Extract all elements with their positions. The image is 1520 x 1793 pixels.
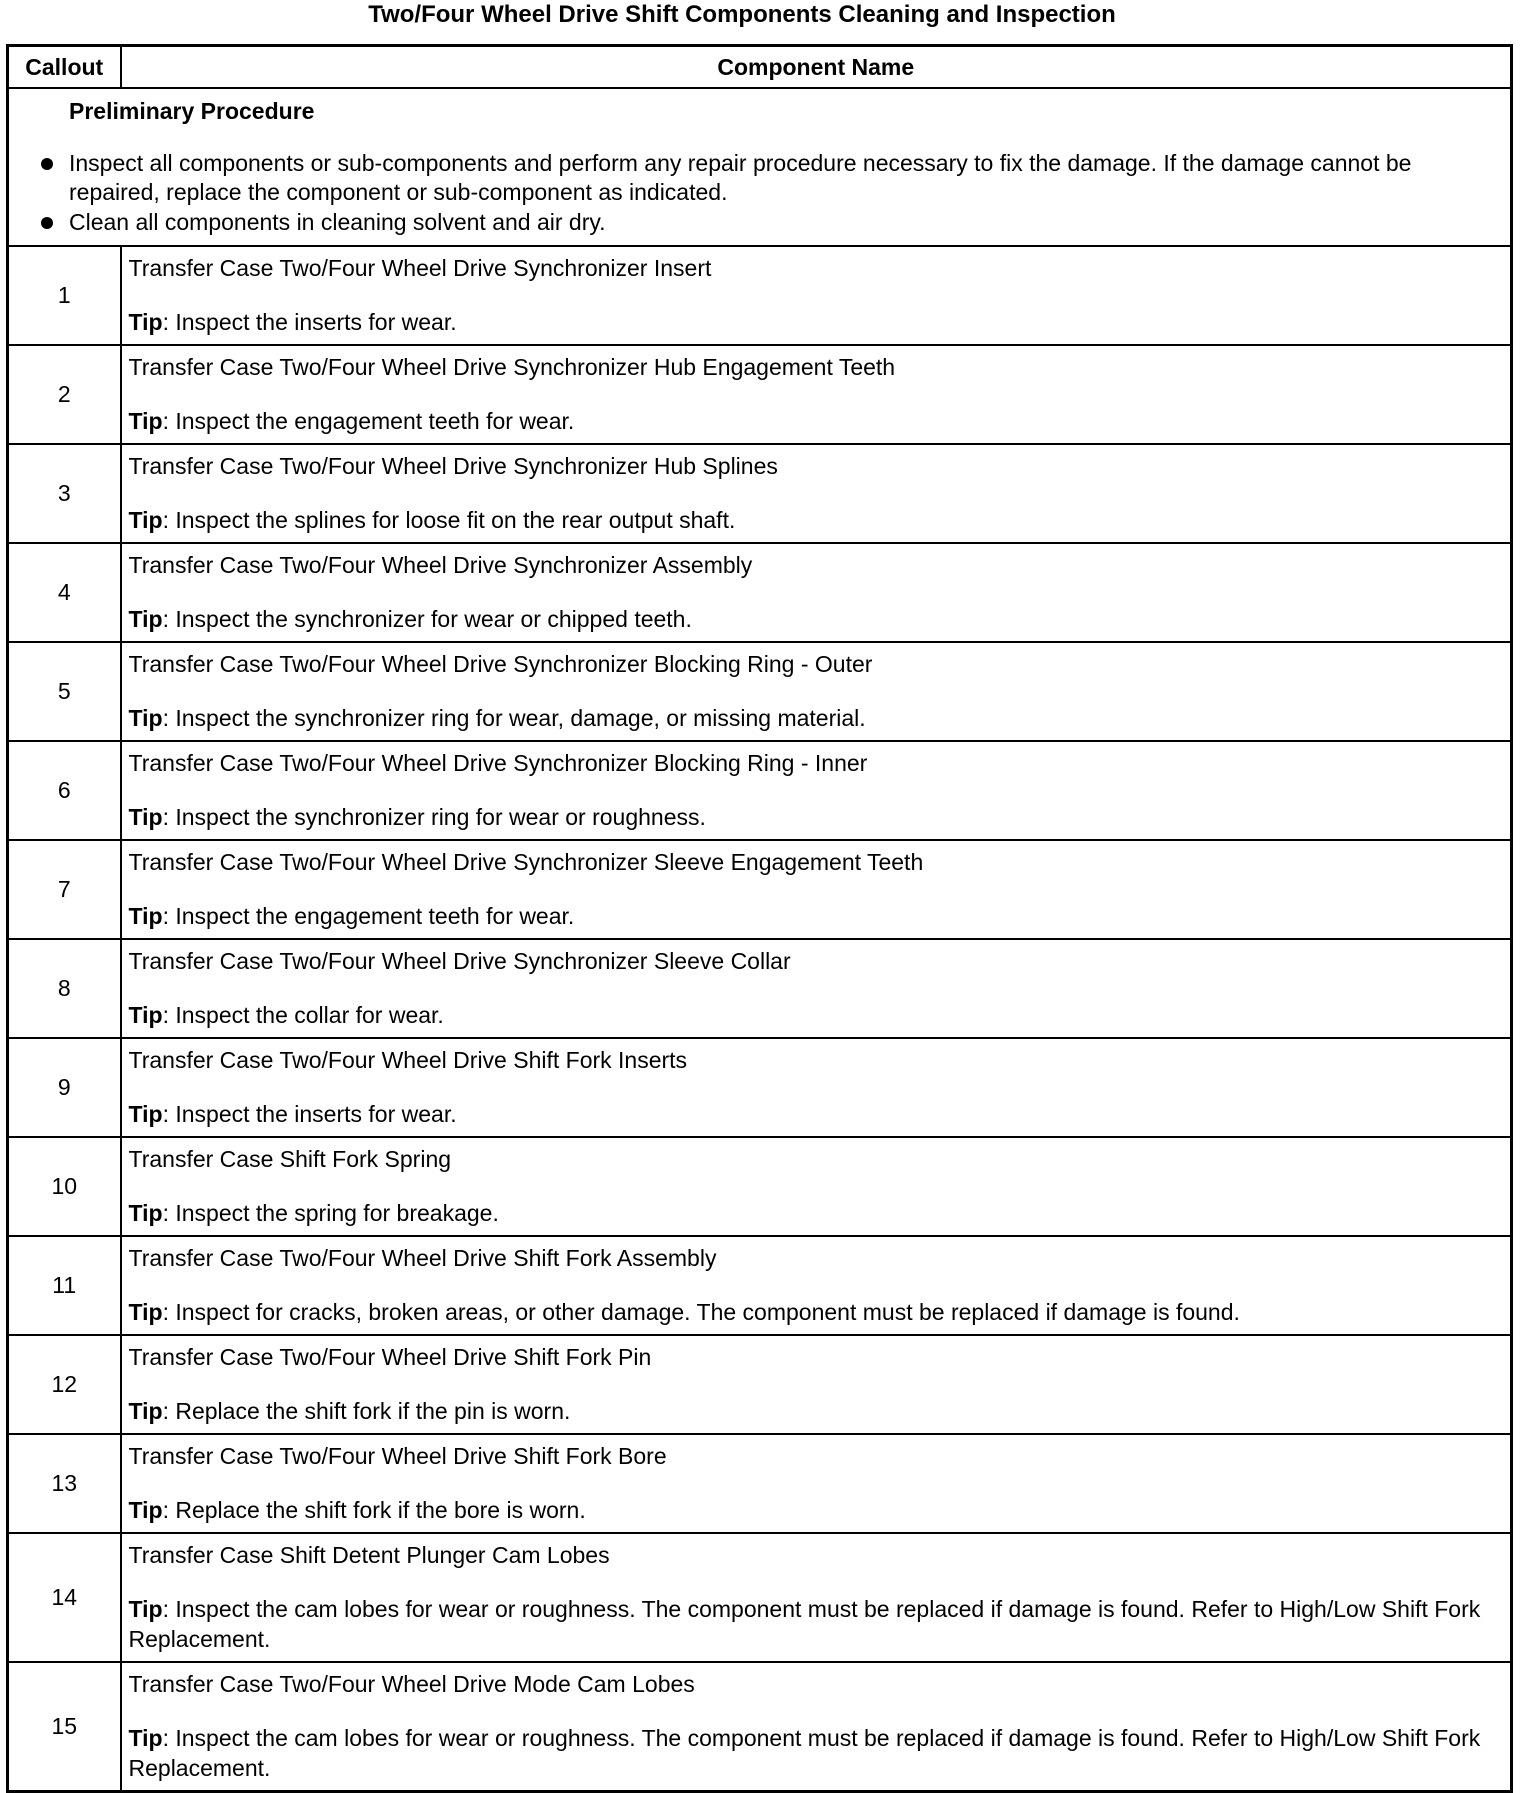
tip-text: : Inspect the engagement teeth for wear. (162, 903, 575, 929)
component-tip (129, 901, 1505, 931)
component-description-cell (121, 1038, 1512, 1137)
table-row (8, 444, 1512, 543)
tip-label: Tip (128, 408, 163, 434)
spacer (129, 1273, 1505, 1297)
tip-text: : Inspect the splines for loose fit on the rear output shaft. (162, 507, 736, 533)
callout-number: 3 (8, 444, 121, 543)
tip-text: : Inspect the engagement teeth for wear. (162, 408, 575, 434)
table-row (8, 939, 1512, 1038)
component-tip (129, 307, 1505, 337)
component-name: Transfer Case Two/Four Wheel Drive Mode Cam Lobes (128, 1671, 695, 1697)
tip-text: : Replace the shift fork if the bore is worn. (162, 1497, 586, 1523)
component-description-cell (121, 345, 1512, 444)
spacer (129, 1372, 1505, 1396)
tip-label: Tip (128, 507, 163, 533)
tip-text: : Inspect the spring for breakage. (162, 1200, 499, 1226)
tip-text: : Inspect the synchronizer ring for wear, damage, or missing material. (162, 705, 866, 731)
table-row (8, 1662, 1512, 1792)
component-description-cell (121, 1662, 1512, 1792)
spacer (129, 976, 1505, 1000)
callout-number: 9 (8, 1038, 121, 1137)
tip-text: : Inspect the inserts for wear. (162, 1101, 457, 1127)
tip-label: Tip (128, 1002, 163, 1028)
spacer (129, 679, 1505, 703)
component-name: Transfer Case Two/Four Wheel Drive Synchronizer Assembly (128, 552, 753, 578)
callout-number: 1 (8, 246, 121, 345)
spacer (129, 1570, 1505, 1594)
preliminary-bullet-text: Inspect all components or sub-components and perform any repair procedure necessary to fix the damage. If the damage cannot be repaired, replace the component or sub-component as indicated. (69, 150, 1412, 205)
preliminary-bullet (29, 208, 1500, 237)
tip-text: : Replace the shift fork if the pin is worn. (162, 1398, 571, 1424)
component-tip (129, 1198, 1505, 1228)
tip-label: Tip (128, 1725, 163, 1751)
spacer (129, 877, 1505, 901)
component-description-cell (121, 939, 1512, 1038)
component-name: Transfer Case Two/Four Wheel Drive Shift Fork Pin (128, 1344, 652, 1370)
callout-number: 11 (8, 1236, 121, 1335)
tip-label: Tip (128, 804, 163, 830)
component-name: Transfer Case Two/Four Wheel Drive Synchronizer Hub Engagement Teeth (128, 354, 896, 380)
tip-label: Tip (128, 606, 163, 632)
tip-label: Tip (128, 1101, 163, 1127)
callout-number: 7 (8, 840, 121, 939)
table-row (8, 1236, 1512, 1335)
component-tip (129, 1297, 1505, 1327)
tip-label: Tip (128, 705, 163, 731)
spacer (129, 1075, 1505, 1099)
spacer (129, 1471, 1505, 1495)
callout-number: 15 (8, 1662, 121, 1792)
tip-text: : Inspect the synchronizer for wear or chipped teeth. (162, 606, 692, 632)
table-row (8, 1038, 1512, 1137)
component-description-cell (121, 543, 1512, 642)
bullet-dot-icon (41, 217, 53, 229)
callout-number: 2 (8, 345, 121, 444)
callout-column-header: Callout (8, 46, 121, 89)
table-row (8, 1335, 1512, 1434)
table-row (8, 246, 1512, 345)
document-title-text: Two/Four Wheel Drive Shift Components Cleaning and Inspection (368, 1, 1116, 28)
preliminary-procedure-cell (8, 88, 1512, 246)
preliminary-bullet-text: Clean all components in cleaning solvent and air dry. (69, 209, 606, 235)
callout-number: 12 (8, 1335, 121, 1434)
table-row (8, 1533, 1512, 1662)
component-description-cell (121, 840, 1512, 939)
spacer (129, 283, 1505, 307)
component-tip (129, 1396, 1505, 1426)
component-tip (129, 406, 1505, 436)
component-name: Transfer Case Two/Four Wheel Drive Synchronizer Sleeve Engagement Teeth (128, 849, 924, 875)
spacer (129, 1699, 1505, 1723)
callout-number: 10 (8, 1137, 121, 1236)
component-name: Transfer Case Two/Four Wheel Drive Shift Fork Assembly (128, 1245, 717, 1271)
tip-label: Tip (128, 1299, 163, 1325)
component-name: Transfer Case Two/Four Wheel Drive Synchronizer Sleeve Collar (128, 948, 791, 974)
component-tip (129, 802, 1505, 832)
tip-label: Tip (128, 1497, 163, 1523)
component-description-cell (121, 1137, 1512, 1236)
tip-label: Tip (128, 1398, 163, 1424)
component-description-cell (121, 246, 1512, 345)
tip-label: Tip (128, 1200, 163, 1226)
table-row (8, 741, 1512, 840)
component-rows (8, 246, 1512, 1792)
callout-number: 5 (8, 642, 121, 741)
tip-label: Tip (128, 903, 163, 929)
component-description-cell (121, 1533, 1512, 1662)
preliminary-procedure-title: Preliminary Procedure (69, 98, 315, 124)
component-tip (129, 1723, 1505, 1783)
tip-label: Tip (128, 1596, 163, 1622)
callout-number: 4 (8, 543, 121, 642)
table-row (8, 345, 1512, 444)
components-table (6, 44, 1513, 1793)
spacer (129, 1174, 1505, 1198)
preliminary-bullet (29, 149, 1500, 207)
component-name: Transfer Case Two/Four Wheel Drive Synchronizer Blocking Ring - Inner (128, 750, 868, 776)
callout-number: 8 (8, 939, 121, 1038)
callout-number: 6 (8, 741, 121, 840)
callout-number: 13 (8, 1434, 121, 1533)
component-name: Transfer Case Two/Four Wheel Drive Synchronizer Insert (128, 255, 712, 281)
callout-number: 14 (8, 1533, 121, 1662)
component-description-cell (121, 444, 1512, 543)
component-name: Transfer Case Shift Fork Spring (128, 1146, 452, 1172)
component-description-cell (121, 1434, 1512, 1533)
component-description-cell (121, 642, 1512, 741)
component-description-cell (121, 1335, 1512, 1434)
table-row (8, 1434, 1512, 1533)
bullet-dot-icon (41, 158, 53, 170)
spacer (129, 580, 1505, 604)
component-name: Transfer Case Two/Four Wheel Drive Synchronizer Hub Splines (128, 453, 778, 479)
preliminary-procedure-row (8, 88, 1512, 246)
table-row (8, 1137, 1512, 1236)
document-title (0, 0, 1520, 32)
component-tip (129, 604, 1505, 634)
component-name: Transfer Case Two/Four Wheel Drive Shift Fork Inserts (128, 1047, 688, 1073)
component-name-column-header: Component Name (121, 46, 1512, 89)
tip-text: : Inspect for cracks, broken areas, or other damage. The component must be replaced if damage is found. (162, 1299, 1240, 1325)
table-row (8, 642, 1512, 741)
component-description-cell (121, 741, 1512, 840)
table-header-row (8, 46, 1512, 89)
component-tip (129, 1000, 1505, 1030)
spacer (129, 481, 1505, 505)
component-name: Transfer Case Shift Detent Plunger Cam Lobes (128, 1542, 610, 1568)
spacer (129, 778, 1505, 802)
tip-text: : Inspect the inserts for wear. (162, 309, 457, 335)
tip-text: : Inspect the cam lobes for wear or roughness. The component must be replaced if damage is found. Refer to High/Low Shift Fork Replacement. (128, 1725, 1481, 1781)
component-description-cell (121, 1236, 1512, 1335)
component-tip (129, 505, 1505, 535)
component-name: Transfer Case Two/Four Wheel Drive Shift Fork Bore (128, 1443, 667, 1469)
component-tip (129, 1495, 1505, 1525)
spacer (129, 382, 1505, 406)
preliminary-bullet-list (29, 149, 1500, 237)
table-row (8, 840, 1512, 939)
tip-text: : Inspect the collar for wear. (162, 1002, 444, 1028)
component-tip (129, 703, 1505, 733)
component-tip (129, 1594, 1505, 1654)
component-name: Transfer Case Two/Four Wheel Drive Synchronizer Blocking Ring - Outer (128, 651, 873, 677)
component-tip (129, 1099, 1505, 1129)
table-row (8, 543, 1512, 642)
tip-text: : Inspect the cam lobes for wear or roughness. The component must be replaced if damage is found. Refer to High/Low Shift Fork Replacement. (128, 1596, 1481, 1652)
tip-text: : Inspect the synchronizer ring for wear or roughness. (162, 804, 706, 830)
tip-label: Tip (128, 309, 163, 335)
